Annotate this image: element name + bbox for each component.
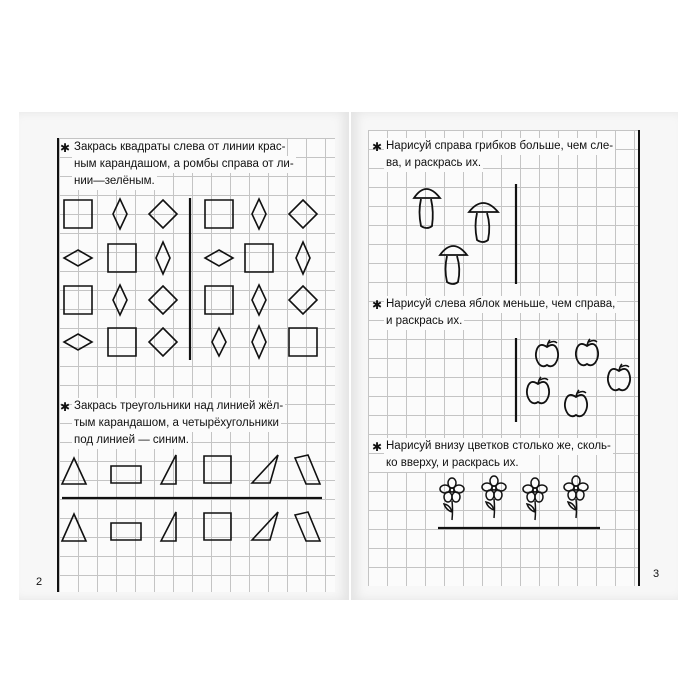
flower-icon: [523, 478, 547, 520]
flower-icon: [440, 478, 464, 520]
task1-star-icon: ✱: [60, 141, 71, 155]
task1-star-icon: ✱: [372, 140, 383, 154]
left-task1-line3: нии—зелёным.: [72, 173, 157, 190]
task3-star-icon: ✱: [372, 440, 383, 454]
left-task1-line1: Закрась квадраты слева от линии крас-: [72, 139, 287, 156]
page-number-right: 3: [653, 568, 660, 580]
task2-star-icon: ✱: [372, 298, 383, 312]
page-number-left: 2: [36, 576, 43, 588]
right-task3-line2: ко вверху, и раскрась их.: [384, 455, 521, 472]
left-task2-line3: под линией — синим.: [72, 432, 191, 449]
left-task2-line1: Закрась треугольники над линией жёл-: [72, 398, 285, 415]
flower-icon: [482, 476, 506, 518]
right-task1-line1: Нарисуй справа грибков больше, чем сле-: [384, 138, 615, 155]
left-task1-line2: ным карандашом, а ромбы справа от ли-: [72, 156, 296, 173]
right-task2-line1: Нарисуй слева яблок меньше, чем справа,: [384, 296, 617, 313]
right-task1-line2: ва, и раскрась их.: [384, 155, 483, 172]
left-task2-line2: тым карандашом, а четырёхугольники: [72, 415, 281, 432]
task2-star-icon: ✱: [60, 400, 71, 414]
right-task2-line2: и раскрась их.: [384, 313, 464, 330]
right-task3-line1: Нарисуй внизу цветков столько же, сколь-: [384, 438, 613, 455]
flower-icon: [564, 476, 588, 518]
